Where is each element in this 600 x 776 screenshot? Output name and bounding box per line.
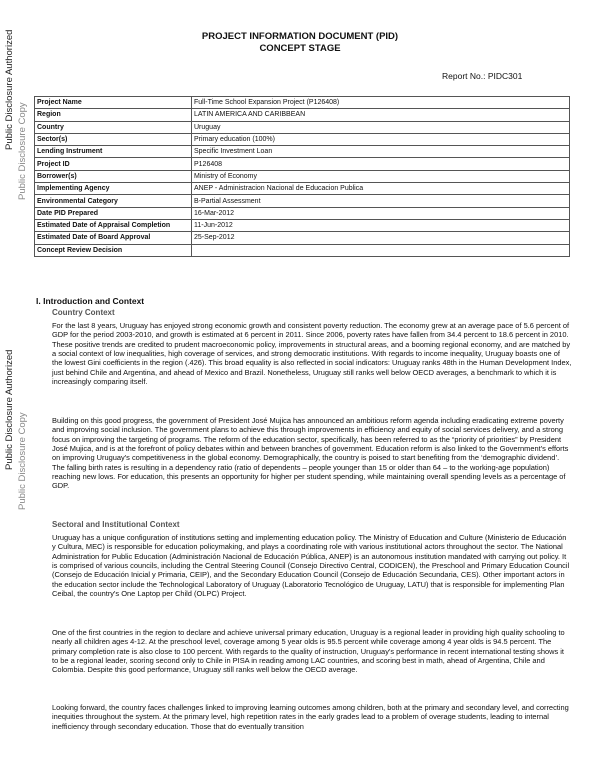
table-row bbox=[35, 183, 570, 195]
row-value: B-Partial Assessment bbox=[192, 195, 570, 207]
row-value: 16-Mar-2012 bbox=[192, 207, 570, 219]
table-row bbox=[35, 146, 570, 158]
paragraph-1: For the last 8 years, Uruguay has enjoyed strong economic growth and consistent poverty reduction. The economy grew at an average pace of 5.6 percent of GDP for the period 2003-2010, and growth is estimated at 6 percent in 2011. Since 2006, poverty rates have fallen from 34.4 percent to 18.6 percent in 2010. These positive trends are credited to prudent macroeconomic policy, improvements in structural areas, and a booming regional economy, and are matched by a social context of low inequalities, high coverage of services, and strong democratic institutions. With regards to income inequality, Uruguay boasts one of the lowest Gini coefficients in the region (.426). This broad equality is also reflected in social indicators: Uruguay ranks 48th in the Human Development Index, just behind Chile and Argentina, and ahead of Mexico and Brazil. Nonetheless, Uruguay still ranks well below OECD averages, a benchmark to which it is increasingly comparing itself. bbox=[52, 321, 572, 387]
disclosure-authorized-stamp: Public Disclosure Authorized bbox=[4, 29, 15, 150]
row-label: Environmental Category bbox=[35, 195, 192, 207]
country-context-heading: Country Context bbox=[52, 308, 115, 317]
row-label: Country bbox=[35, 121, 192, 133]
table-row bbox=[35, 207, 570, 219]
row-label: Borrower(s) bbox=[35, 170, 192, 182]
row-label: Date PID Prepared bbox=[35, 207, 192, 219]
table-row bbox=[35, 232, 570, 244]
table-row bbox=[35, 121, 570, 133]
row-value bbox=[192, 244, 570, 256]
sectoral-context-heading: Sectoral and Institutional Context bbox=[52, 520, 180, 529]
table-row bbox=[35, 219, 570, 231]
row-value: 11-Jun-2012 bbox=[192, 219, 570, 231]
paragraph-4: One of the first countries in the region to declare and achieve universal primary education, Uruguay is a regional leader in providing high quality schooling to nearly all children ages 4-12. At the preschool level, coverage among 5 year olds is 95.5 percent while coverage among 4 year olds is 94.5 percent. The primary completion rate is also close to 100 percent. With regards to the quality of instruction, Uruguay's performance in recent international testing shows it to be a regional leader, scoring second only to Chile in PISA in reading among LAC countries, and scoring best in math, ahead of Argentina, Chile and Colombia. Despite this good performance, Uruguay still ranks well below the OECD average. bbox=[52, 628, 565, 675]
row-value: 25-Sep-2012 bbox=[192, 232, 570, 244]
row-value: Ministry of Economy bbox=[192, 170, 570, 182]
section-heading: I. Introduction and Context bbox=[36, 296, 145, 306]
row-label: Sector(s) bbox=[35, 133, 192, 145]
paragraph-5: Looking forward, the country faces challenges linked to improving learning outcomes among children, both at the primary and secondary level, and correcting inequities throughout the system. At the primary level, high repetition rates in the early grades lead to a problem of overage students, leading to internal inefficiency through secondary education. Those that do eventually transition bbox=[52, 703, 569, 731]
row-value: P126408 bbox=[192, 158, 570, 170]
table-row bbox=[35, 244, 570, 256]
paragraph-3: Uruguay has a unique configuration of institutions setting and implementing education policy. The Ministry of Education and Culture (Ministerio de Educación y Cultura, MEC) is responsible for education policymaking, and plays a coordinating role with various institutional actors throughout the sector. The National Administration for Public Education (Administración Nacional de Educación Pública, ANEP) is an autonomous institution mandated with carrying out policy. It is comprised of various councils, including the Central Steering Council (Consejo Directivo Central, CODICEN), the Preschool and Primary Education Council (Consejo de Educación Inicial y Primaria, CEIP), and the Secondary Education Council (Consejo de Educación Secundaria, CES). Other important actors in the education sector include the Technological Laboratory of Uruguay (Laboratorio Tecnológico de Uruguay, LATU) that is responsible for implementing Plan Ceibal, the country's One Laptop per Child (OLPC) Project. bbox=[52, 533, 570, 599]
disclosure-copy-stamp: Public Disclosure Copy bbox=[17, 102, 28, 200]
table-row bbox=[35, 195, 570, 207]
row-label: Concept Review Decision bbox=[35, 244, 192, 256]
row-label: Region bbox=[35, 109, 192, 121]
table-row bbox=[35, 133, 570, 145]
paragraph-2: Building on this good progress, the government of President José Mujica has announced an ambitious reform agenda including eradicating extreme poverty and improving social inclusion. The government plans to achieve this through improvements in efficiency and equity of social services delivery, and a strong focus on improving the targeting of programs. The reform of the education sector, specifically, has been referred to as the “priority of priorities” by President José Mujica, and is at the forefront of policy debates within and between branches of government. Education reform is also linked to the Government's efforts on improving Uruguay's competitiveness in the global economy. Demographically, the country is poised to start benefiting from the ‘demographic dividend’. The falling birth rates is resulting in a dependency ratio (ratio of dependents – people younger than 15 or older than 64 – to the working-age population) reaching new lows. For education, this presents an opportunity for higher per student spending, while maintaining overall spending levels as a percentage of GDP. bbox=[52, 416, 569, 491]
table-row bbox=[35, 97, 570, 109]
table-row bbox=[35, 109, 570, 121]
row-label: Project Name bbox=[35, 97, 192, 109]
document-subtitle: CONCEPT STAGE bbox=[259, 43, 341, 54]
row-value: ANEP - Administracion Nacional de Educacion Publica bbox=[192, 183, 570, 195]
report-number: Report No.: PIDC301 bbox=[442, 71, 523, 81]
disclosure-authorized-stamp: Public Disclosure Authorized bbox=[4, 349, 15, 470]
table-row bbox=[35, 158, 570, 170]
row-label: Implementing Agency bbox=[35, 183, 192, 195]
row-value: Specific Investment Loan bbox=[192, 146, 570, 158]
row-label: Estimated Date of Appraisal Completion bbox=[35, 219, 192, 231]
row-value: Full-Time School Expansion Project (P126408) bbox=[192, 97, 570, 109]
table-row bbox=[35, 170, 570, 182]
row-value: Primary education (100%) bbox=[192, 133, 570, 145]
disclosure-copy-stamp: Public Disclosure Copy bbox=[17, 412, 28, 510]
row-label: Lending Instrument bbox=[35, 146, 192, 158]
row-value: Uruguay bbox=[192, 121, 570, 133]
row-value: LATIN AMERICA AND CARIBBEAN bbox=[192, 109, 570, 121]
row-label: Project ID bbox=[35, 158, 192, 170]
project-info-table bbox=[34, 96, 570, 257]
document-title: PROJECT INFORMATION DOCUMENT (PID) bbox=[201, 31, 399, 42]
row-label: Estimated Date of Board Approval bbox=[35, 232, 192, 244]
